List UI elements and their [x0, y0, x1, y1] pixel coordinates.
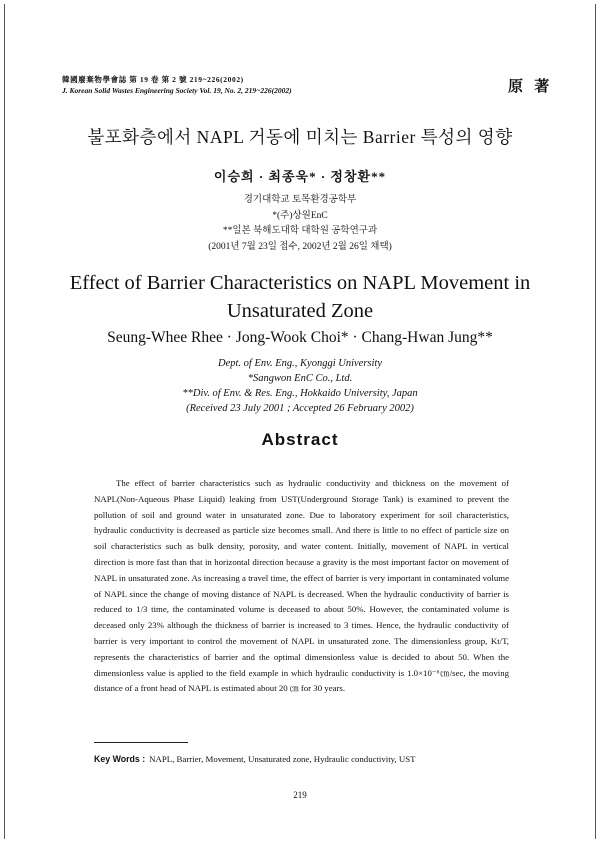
english-title-line: Unsaturated Zone [226, 300, 374, 322]
page-number: 219 [293, 790, 307, 800]
english-received-date: (Received 23 July 2001 ; Accepted 26 February 2002) [186, 403, 414, 414]
abstract-heading: Abstract [261, 430, 339, 449]
article-type-label: 原 著 [508, 77, 553, 95]
korean-affiliation: **일본 북해도대학 대학원 공학연구과 [222, 226, 378, 236]
keywords [94, 754, 416, 764]
english-affiliation: *Sangwon EnC Co., Ltd. [247, 373, 353, 384]
keywords-label: Key Words : [94, 754, 146, 764]
korean-affiliations [0, 193, 600, 255]
english-title [0, 269, 600, 325]
english-affiliation: Dept. of Env. Eng., Kyonggi University [218, 358, 382, 369]
korean-affiliation: 경기대학교 토목환경공학부 [243, 195, 357, 205]
korean-received-date: (2001년 7월 23일 접수, 2002년 2월 26일 채택) [208, 241, 392, 252]
abstract-body: The effect of barrier characteristics such as hydraulic conductivity and thickness on the movement of NAPL(Non-Aqueous Phase Liquid) leaking from UST(Underground Storage Tank) is examined to prevent the pollution of soil and ground water in unsaturated zone. Due to laboratory experiment for soil characteristics, hydraulic conductivity is decreased as particle size becomes small. And there is little to no effect of particle size on soil characteristics such as bulk density, porosity, and water content. Initially, movement of NAPL in vertical direction is more fast than that in horizontal direction because a gravity is the most important factor on movement of NAPL in unsaturated zone. As increasing a travel time, the effect of barrier is very important in contaminated volume of NAPL since the change of moving distance of NAPL is decreased. When the hydraulic conductivity of barrier is reduced to 1/3 time, the contaminated volume is deceased to about 50%. However, the contaminated volume is deceased only 23% although the thickness of barrier is increased to 3 times. Hence, the hydraulic conductivity of barrier is very important to control the movement of NAPL in unsaturated zone. The dimensionless group, Kt/T, represents the characteristics of barrier and the optimal dimensionless value is decided to about 50. When the dimensionless value is applied to the field example in which hydraulic conductivity is 1.0×10⁻⁶㎝/sec, the moving distance of a front head of NAPL is estimated about 20 ㎝ for 30 years. [94, 478, 509, 694]
journal-header [62, 74, 292, 96]
english-affiliation: **Div. of Env. & Res. Eng., Hokkaido University, Japan [182, 388, 418, 399]
footnote-divider [94, 742, 188, 743]
keywords-text: NAPL, Barrier, Movement, Unsaturated zone, Hydraulic conductivity, UST [149, 754, 416, 764]
english-affiliations [0, 356, 600, 416]
korean-authors: 이승희 · 최종욱* · 정창환** [213, 169, 387, 184]
korean-title: 불포화층에서 NAPL 거동에 미치는 Barrier 특성의 영향 [87, 127, 513, 147]
korean-affiliation: *(주)상원EnC [272, 210, 328, 221]
journal-line-ko: 韓國廢棄物學會誌 第 19 卷 第 2 號 219~226(2002) [62, 75, 244, 84]
english-authors: Seung-Whee Rhee · Jong-Wook Choi* · Chang-Hwan Jung** [107, 329, 493, 346]
english-title-line: Effect of Barrier Characteristics on NAPL Movement in [69, 272, 531, 294]
journal-line-en: J. Korean Solid Wastes Engineering Society Vol. 19, No. 2, 219~226(2002) [62, 86, 292, 95]
